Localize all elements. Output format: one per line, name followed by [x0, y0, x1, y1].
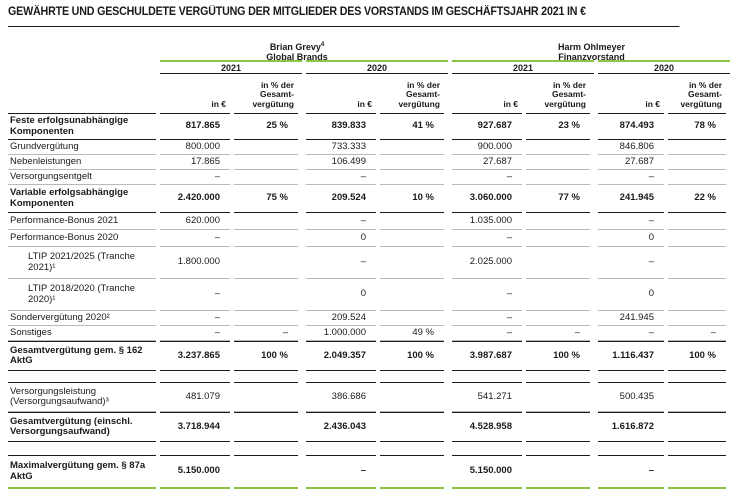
value-pct-cell [380, 311, 444, 326]
col-header-pct: in % der Gesamt-vergütung [544, 79, 586, 109]
value-pct-cell [668, 382, 726, 412]
table-title: GEWÄHRTE UND GESCHULDETE VERGÜTUNG DER MITGLIEDER DES VORSTANDS IM GESCHÄFTSJAHR 2021 IN € [8, 6, 679, 27]
value-eur-cell: 2.049.357 [306, 341, 376, 371]
row-label: Versorgungsentgelt [8, 170, 156, 185]
value-eur-cell: 620.000 [160, 213, 230, 230]
value-eur-cell: 0 [598, 230, 664, 247]
table-row [8, 185, 730, 213]
value-eur-cell: 874.493 [598, 113, 664, 140]
value-pct-cell [668, 247, 726, 279]
value-eur-cell: – [452, 170, 522, 185]
table-row [8, 247, 730, 279]
value-eur-cell: – [160, 230, 230, 247]
value-pct-cell [668, 140, 726, 155]
value-eur-cell: 817.865 [160, 113, 230, 140]
value-pct-cell [234, 247, 298, 279]
value-eur-cell: 3.237.865 [160, 341, 230, 371]
value-eur-cell: 0 [306, 279, 376, 311]
value-eur-cell: 800.000 [160, 140, 230, 155]
value-pct-cell [234, 170, 298, 185]
value-pct-cell: – [668, 326, 726, 341]
value-eur-cell: 3.987.687 [452, 341, 522, 371]
value-pct-cell [234, 311, 298, 326]
value-pct-cell: – [234, 326, 298, 341]
value-eur-cell: 27.687 [598, 155, 664, 170]
value-pct-cell [668, 412, 726, 442]
year-header: 2020 [598, 60, 730, 74]
value-eur-cell: 846.806 [598, 140, 664, 155]
value-eur-cell: 5.150.000 [160, 455, 230, 489]
value-pct-cell [526, 155, 590, 170]
value-pct-cell [380, 382, 444, 412]
value-pct-cell [526, 455, 590, 489]
value-pct-cell [526, 213, 590, 230]
value-eur-cell: – [306, 455, 376, 489]
value-eur-cell: 241.945 [598, 311, 664, 326]
value-pct-cell [380, 247, 444, 279]
value-eur-cell: – [452, 230, 522, 247]
value-eur-cell: 1.035.000 [452, 213, 522, 230]
value-pct-cell [668, 213, 726, 230]
value-eur-cell: 2.436.043 [306, 412, 376, 442]
value-pct-cell [234, 230, 298, 247]
person-name: Harm Ohlmeyer [557, 42, 626, 52]
value-pct-cell [380, 455, 444, 489]
value-eur-cell: – [306, 213, 376, 230]
value-pct-cell [380, 213, 444, 230]
value-pct-cell [526, 412, 590, 442]
value-pct-cell: 78 % [668, 113, 726, 140]
value-eur-cell: 733.333 [306, 140, 376, 155]
value-eur-cell: 3.718.944 [160, 412, 230, 442]
row-label: Performance-Bonus 2020 [8, 230, 156, 247]
row-label: Nebenleistungen [8, 155, 156, 170]
value-pct-cell: – [526, 326, 590, 341]
value-eur-cell: – [452, 279, 522, 311]
person-role: Global Brands [266, 52, 328, 62]
table-row [8, 382, 730, 412]
value-eur-cell: 541.271 [452, 382, 522, 412]
table-row [8, 155, 730, 170]
table-row [8, 279, 730, 311]
value-eur-cell: 1.000.000 [306, 326, 376, 341]
value-pct-cell: 25 % [234, 113, 298, 140]
row-label: Performance-Bonus 2021 [8, 213, 156, 230]
value-eur-cell: – [598, 247, 664, 279]
row-label: Variable erfolgsabhängige Komponenten [8, 185, 156, 213]
value-pct-cell [234, 382, 298, 412]
value-pct-cell [668, 230, 726, 247]
value-eur-cell: 1.800.000 [160, 247, 230, 279]
col-header-eur: in € [645, 98, 660, 109]
value-eur-cell: 241.945 [598, 185, 664, 213]
value-pct-cell [234, 455, 298, 489]
value-pct-cell [380, 230, 444, 247]
value-pct-cell: 100 % [668, 341, 726, 371]
value-eur-cell: – [452, 326, 522, 341]
row-label: Grundvergütung [8, 140, 156, 155]
value-pct-cell: 100 % [234, 341, 298, 371]
person-name: Brian Grevy [269, 42, 321, 52]
value-eur-cell: – [306, 247, 376, 279]
person-header-2 [445, 40, 738, 62]
value-pct-cell [526, 230, 590, 247]
value-pct-cell: 23 % [526, 113, 590, 140]
value-pct-cell: 10 % [380, 185, 444, 213]
value-eur-cell: 2.025.000 [452, 247, 522, 279]
value-pct-cell [526, 382, 590, 412]
value-eur-cell: 0 [306, 230, 376, 247]
table-row [8, 341, 730, 371]
row-label: LTIP 2021/2025 (Tranche 2021)¹ [8, 247, 156, 279]
col-header-eur: in € [211, 98, 226, 109]
value-eur-cell: 2.420.000 [160, 185, 230, 213]
value-pct-cell [234, 155, 298, 170]
value-eur-cell: 1.116.437 [598, 341, 664, 371]
value-pct-cell [668, 279, 726, 311]
value-pct-cell [668, 155, 726, 170]
row-label: Gesamtvergütung gem. § 162 AktG [8, 341, 156, 371]
value-pct-cell: 22 % [668, 185, 726, 213]
value-eur-cell: 209.524 [306, 311, 376, 326]
value-eur-cell: – [598, 326, 664, 341]
value-pct-cell [380, 412, 444, 442]
table-row [8, 213, 730, 230]
value-eur-cell: 481.079 [160, 382, 230, 412]
value-eur-cell: – [452, 311, 522, 326]
row-label: Maximalvergütung gem. § 87a AktG [8, 455, 156, 489]
value-pct-cell [380, 140, 444, 155]
value-eur-cell: – [160, 279, 230, 311]
value-pct-cell [668, 170, 726, 185]
value-eur-cell: 4.528.958 [452, 412, 522, 442]
value-eur-cell: – [160, 311, 230, 326]
value-eur-cell: – [598, 170, 664, 185]
value-pct-cell: 49 % [380, 326, 444, 341]
value-pct-cell [234, 140, 298, 155]
value-pct-cell [526, 170, 590, 185]
table-row [8, 326, 730, 341]
footnote-marker: 4 [320, 42, 325, 48]
value-eur-cell: 927.687 [452, 113, 522, 140]
value-eur-cell: 17.865 [160, 155, 230, 170]
value-pct-cell [668, 311, 726, 326]
value-pct-cell [380, 279, 444, 311]
value-pct-cell [234, 412, 298, 442]
value-pct-cell [380, 170, 444, 185]
value-pct-cell [526, 247, 590, 279]
year-header: 2021 [452, 60, 594, 74]
row-label: Gesamtvergütung (einschl. Versorgungsaufwand) [8, 412, 156, 442]
row-label: LTIP 2018/2020 (Tranche 2020)¹ [8, 279, 156, 311]
value-pct-cell: 100 % [526, 341, 590, 371]
value-eur-cell: 900.000 [452, 140, 522, 155]
col-header-eur: in € [503, 98, 518, 109]
table-row [8, 140, 730, 155]
col-header-pct: in % der Gesamt-vergütung [252, 79, 294, 109]
value-eur-cell: – [598, 455, 664, 489]
value-eur-cell: 209.524 [306, 185, 376, 213]
value-eur-cell: 0 [598, 279, 664, 311]
col-header-eur: in € [357, 98, 372, 109]
value-pct-cell: 100 % [380, 341, 444, 371]
value-pct-cell [234, 279, 298, 311]
person-role: Finanzvorstand [558, 52, 625, 62]
value-pct-cell: 77 % [526, 185, 590, 213]
value-pct-cell: 75 % [234, 185, 298, 213]
year-header: 2021 [160, 60, 302, 74]
table-row [8, 311, 730, 326]
value-eur-cell: 1.616.872 [598, 412, 664, 442]
table-row [8, 113, 730, 140]
table-row [8, 170, 730, 185]
table-row [8, 455, 730, 489]
value-pct-cell [380, 155, 444, 170]
value-pct-cell [668, 455, 726, 489]
col-header-pct: in % der Gesamt-vergütung [398, 79, 440, 109]
col-header-pct: in % der Gesamt-vergütung [680, 79, 722, 109]
value-eur-cell: – [160, 326, 230, 341]
table-row [8, 230, 730, 247]
row-label: Versorgungsleistung (Versorgungsaufwand)³ [8, 382, 156, 412]
value-eur-cell: – [160, 170, 230, 185]
value-eur-cell: 500.435 [598, 382, 664, 412]
value-pct-cell [526, 279, 590, 311]
value-eur-cell: – [306, 170, 376, 185]
value-eur-cell: 106.499 [306, 155, 376, 170]
value-pct-cell [526, 311, 590, 326]
value-pct-cell [234, 213, 298, 230]
person-header-1 [152, 40, 442, 62]
value-eur-cell: – [598, 213, 664, 230]
value-eur-cell: 386.686 [306, 382, 376, 412]
table-row [8, 412, 730, 442]
row-label: Feste erfolgsunabhängige Komponenten [8, 113, 156, 140]
value-pct-cell: 41 % [380, 113, 444, 140]
row-label: Sondervergütung 2020² [8, 311, 156, 326]
value-eur-cell: 27.687 [452, 155, 522, 170]
value-eur-cell: 3.060.000 [452, 185, 522, 213]
value-pct-cell [526, 140, 590, 155]
value-eur-cell: 839.833 [306, 113, 376, 140]
row-label: Sonstiges [8, 326, 156, 341]
value-eur-cell: 5.150.000 [452, 455, 522, 489]
year-header: 2020 [306, 60, 448, 74]
